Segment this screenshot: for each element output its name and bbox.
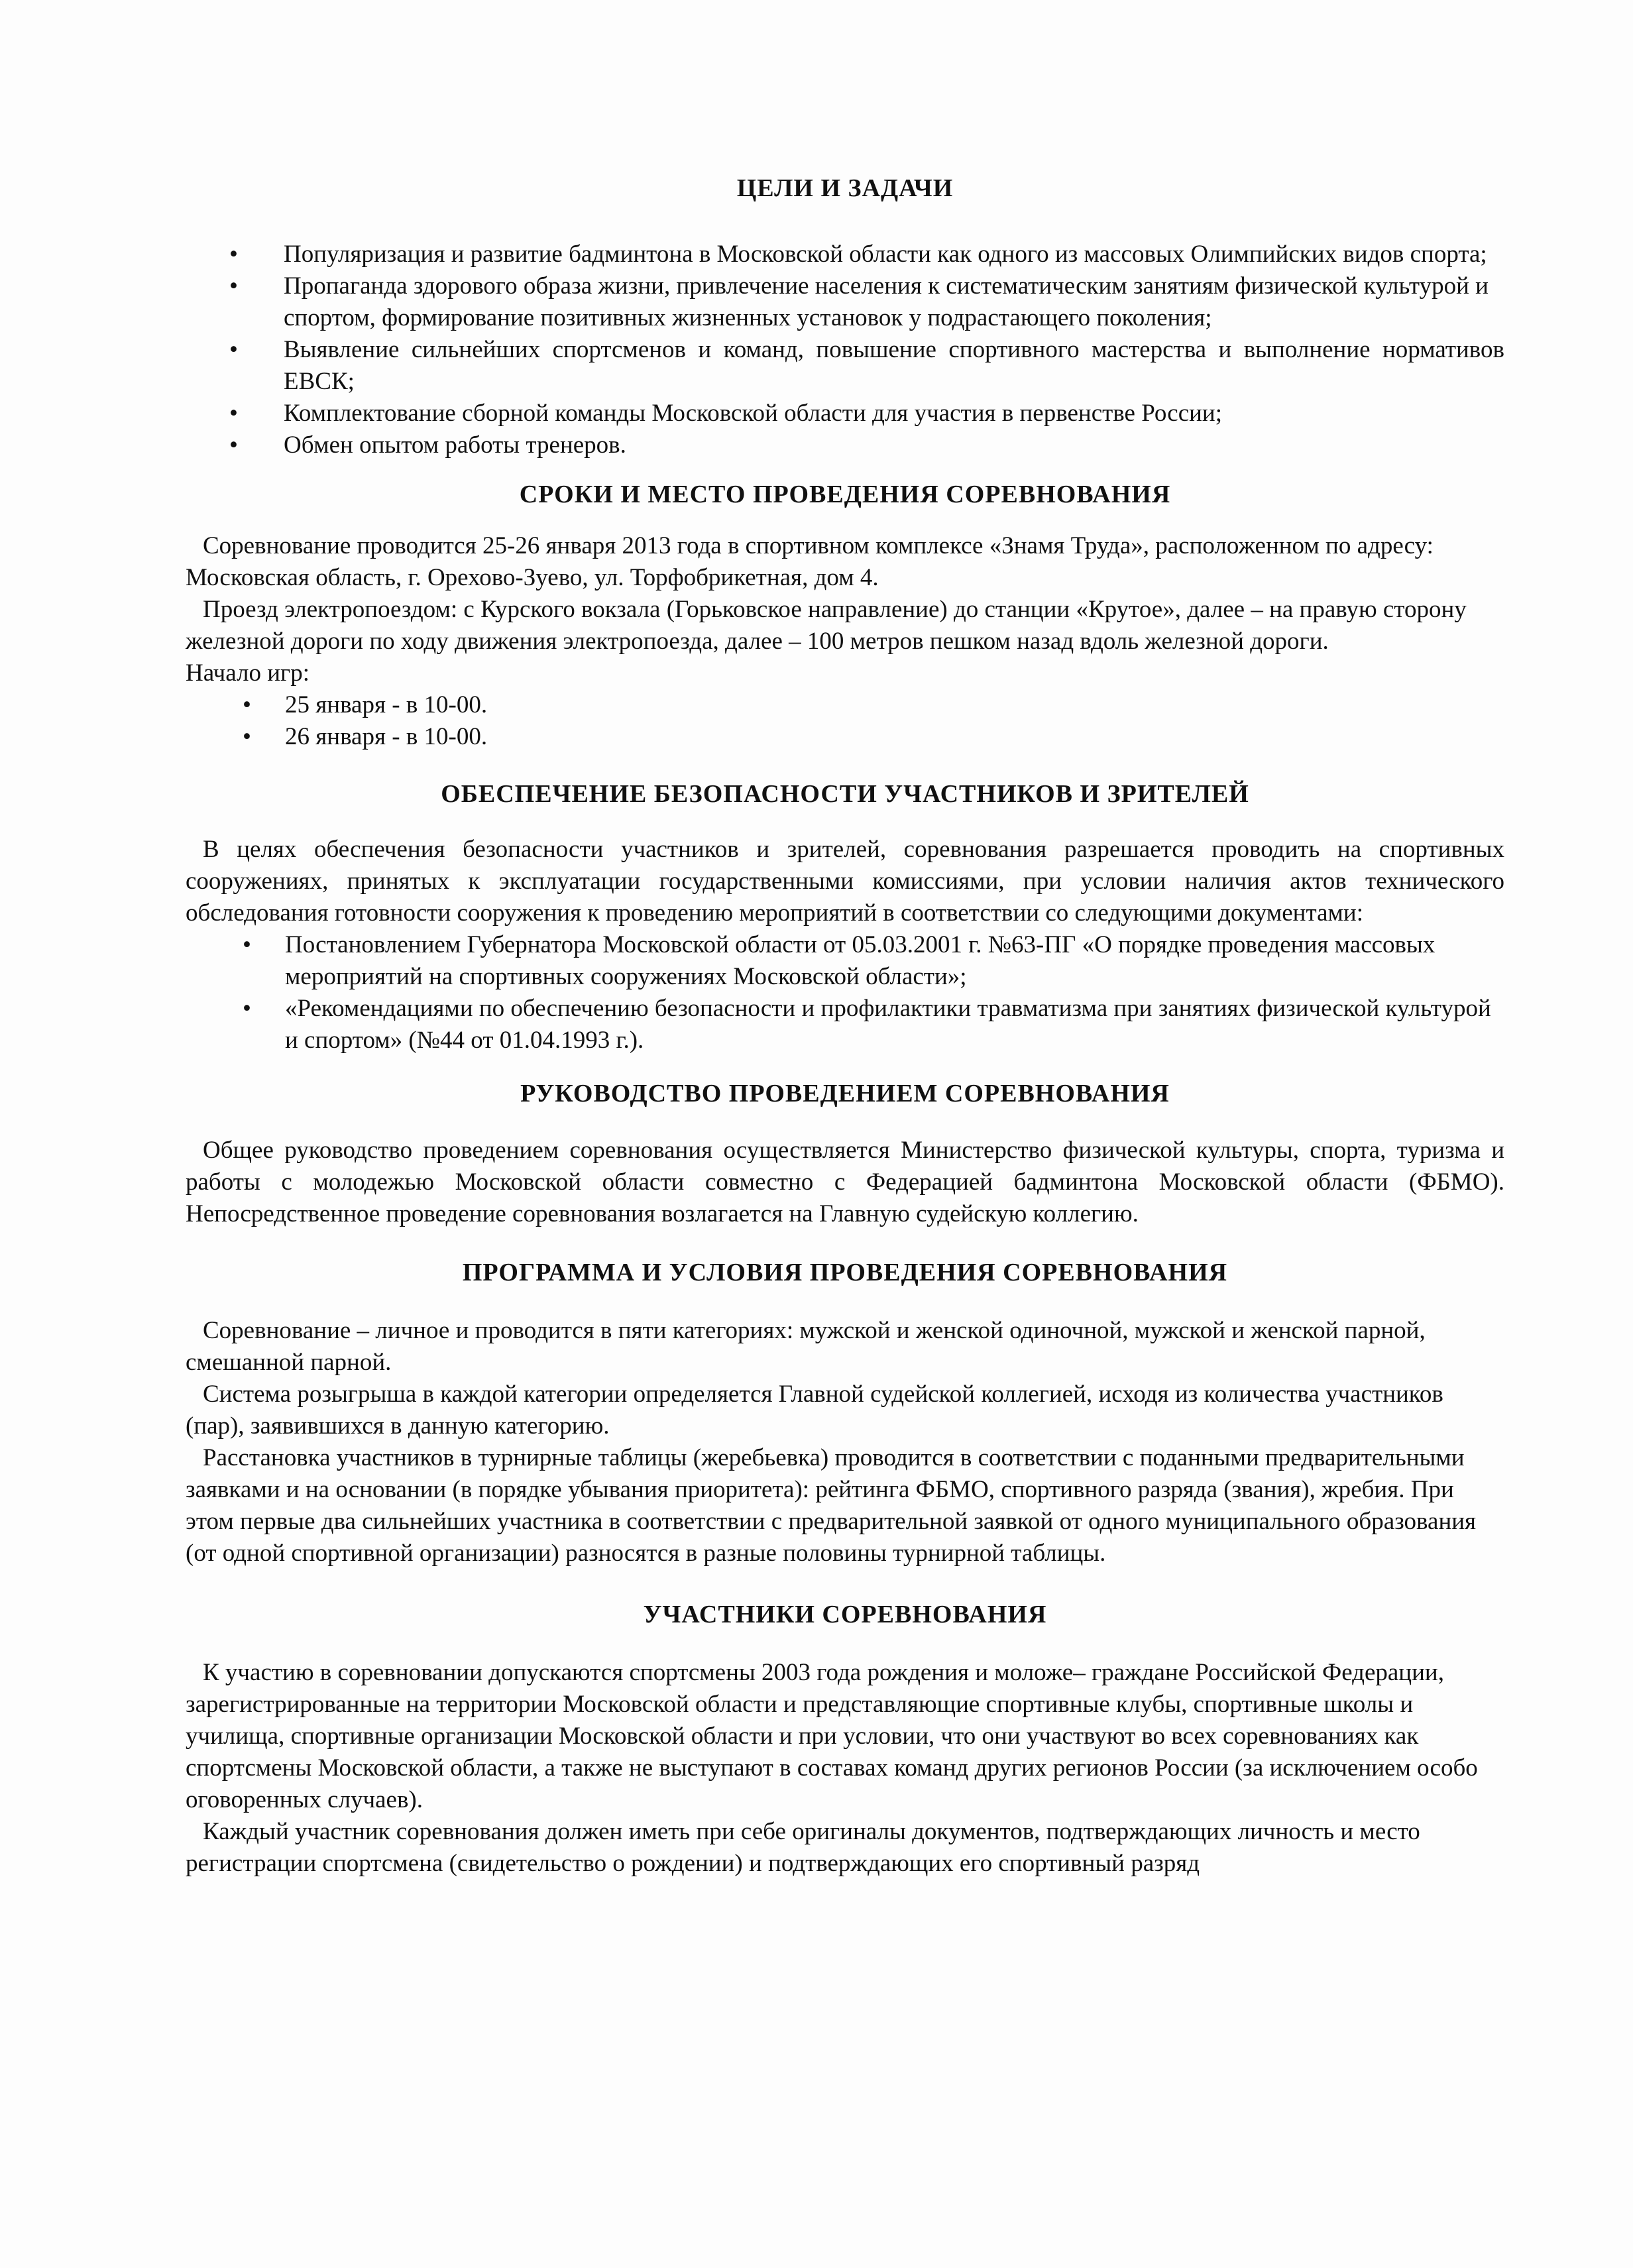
list-item [186, 429, 1504, 461]
list-item-text: 26 января - в 10-00. [285, 723, 488, 750]
goals-section [186, 172, 1504, 461]
list-item [186, 239, 1504, 270]
program-paragraph-3: Расстановка участников в турнирные таблицы (жеребьевка) проводится в соответствии с поданными предварительными заявками и на основании (в порядке убывания приоритета): рейтинга ФБМО, спортивного разряда (звания), жребия. При этом первые два сильнейших участника в соответствии с предварительной заявкой от одного муниципального образования (от одной спортивной организации) разносятся в разные половины турнирной таблицы. [186, 1444, 1477, 1567]
safety-heading: ОБЕСПЕЧЕНИЕ БЕЗОПАСНОСТИ УЧАСТНИКОВ И ЗРИТЕЛЕЙ [441, 780, 1249, 808]
participants-heading: УЧАСТНИКИ СОРЕВНОВАНИЯ [643, 1601, 1047, 1628]
list-item-text: Постановлением Губернатора Московской области от 05.03.2001 г. №63-ПГ «О порядке проведения массовых мероприятий на спортивных сооружениях Московской области»; [285, 931, 1436, 990]
list-item-text: Выявление сильнейших спортсменов и команд, повышение спортивного мастерства и выполнение нормативов ЕВСК; [284, 336, 1504, 395]
dates-heading: СРОКИ И МЕСТО ПРОВЕДЕНИЯ СОРЕВНОВАНИЯ [519, 481, 1171, 508]
list-item [186, 689, 1504, 721]
list-item [186, 334, 1504, 398]
goals-list [186, 239, 1504, 461]
dates-paragraph-3: Начало игр: [186, 659, 310, 687]
bullet-icon: • [229, 336, 238, 363]
list-item-text: Пропаганда здорового образа жизни, привлечение населения к систематическим занятиям физической культурой и спортом, формирование позитивных жизненных установок у подрастающего поколения; [284, 272, 1489, 331]
list-item [186, 721, 1504, 753]
list-item-text: Комплектование сборной команды Московской области для участия в первенстве России; [284, 400, 1223, 427]
program-paragraph-1: Соревнование – личное и проводится в пяти категориях: мужской и женской одиночной, мужской и женской парной, смешанной парной. [186, 1317, 1426, 1376]
participants-section [186, 1599, 1504, 1880]
program-paragraph-2: Система розыгрыша в каждой категории определяется Главной судейской коллегией, исходя из количества участников (пар), заявившихся в данную категорию. [186, 1381, 1443, 1440]
bullet-icon: • [243, 995, 251, 1022]
program-section [186, 1257, 1504, 1569]
management-heading: РУКОВОДСТВО ПРОВЕДЕНИЕМ СОРЕВНОВАНИЯ [520, 1080, 1170, 1107]
management-paragraph-1: Общее руководство проведением соревнования осуществляется Министерство физической культуры, спорта, туризма и работы с молодежью Московской области совместно с Федерацией бадминтона Московской области (ФБМО). Непосредственное проведение соревнования возлагается на Главную судейскую коллегию. [186, 1137, 1504, 1227]
list-item-text: Обмен опытом работы тренеров. [284, 431, 626, 459]
dates-paragraph-2: Проезд электропоездом: с Курского вокзала (Горьковское направление) до станции «Крутое», далее – на правую сторону железной дороги по ходу движения электропоезда, далее – 100 метров пешком назад вдоль железной дороги. [186, 596, 1467, 655]
dates-paragraph-1: Соревнование проводится 25-26 января 2013 года в спортивном комплексе «Знамя Труда», расположенном по адресу: Московская область, г. Орехово-Зуево, ул. Торфобрикетная, дом 4. [186, 532, 1434, 591]
participants-paragraph-1: К участию в соревновании допускаются спортсмены 2003 года рождения и моложе– граждане Российской Федерации, зарегистрированные на территории Московской области и представляющие спортивные клубы, спортивные школы и училища, спортивные организации Московской области и при условии, что они участвуют во всех соревнованиях как спортсмены Московской области, а также не выступают в составах команд других регионов России (за исключением особо оговоренных случаев). [186, 1659, 1478, 1813]
bullet-icon: • [243, 723, 251, 750]
bullet-icon: • [229, 272, 238, 300]
list-item [186, 993, 1504, 1056]
document-body [186, 152, 1504, 1880]
safety-list [186, 929, 1504, 1056]
management-section [186, 1078, 1504, 1230]
safety-paragraph-1: В целях обеспечения безопасности участников и зрителей, соревнования разрешается проводить на спортивных сооружениях, принятых к эксплуатации государственными комиссиями, при условии наличия актов технического обследования готовности сооружения к проведению мероприятий в соответствии со следующими документами: [186, 836, 1504, 927]
program-heading: ПРОГРАММА И УСЛОВИЯ ПРОВЕДЕНИЯ СОРЕВНОВАНИЯ [462, 1259, 1228, 1286]
safety-section [186, 778, 1504, 1056]
list-item [186, 398, 1504, 429]
bullet-icon: • [229, 400, 238, 427]
bullet-icon: • [243, 931, 251, 958]
bullet-icon: • [229, 241, 238, 268]
list-item [186, 270, 1504, 334]
list-item [186, 929, 1504, 993]
bullet-icon: • [243, 691, 251, 718]
bullet-icon: • [229, 431, 238, 459]
dates-section [186, 479, 1504, 753]
dates-list [186, 689, 1504, 753]
list-item-text: «Рекомендациями по обеспечению безопасности и профилактики травматизма при занятиях физической культурой и спортом» (№44 от 01.04.1993 г.). [285, 995, 1491, 1054]
list-item-text: Популяризация и развитие бадминтона в Московской области как одного из массовых Олимпийских видов спорта; [284, 241, 1487, 268]
goals-heading: ЦЕЛИ И ЗАДАЧИ [736, 174, 954, 202]
participants-paragraph-2: Каждый участник соревнования должен иметь при себе оригиналы документов, подтверждающих личность и место регистрации спортсмена (свидетельство о рождении) и подтверждающих его спортивный разряд [186, 1818, 1420, 1877]
list-item-text: 25 января - в 10-00. [285, 691, 488, 718]
